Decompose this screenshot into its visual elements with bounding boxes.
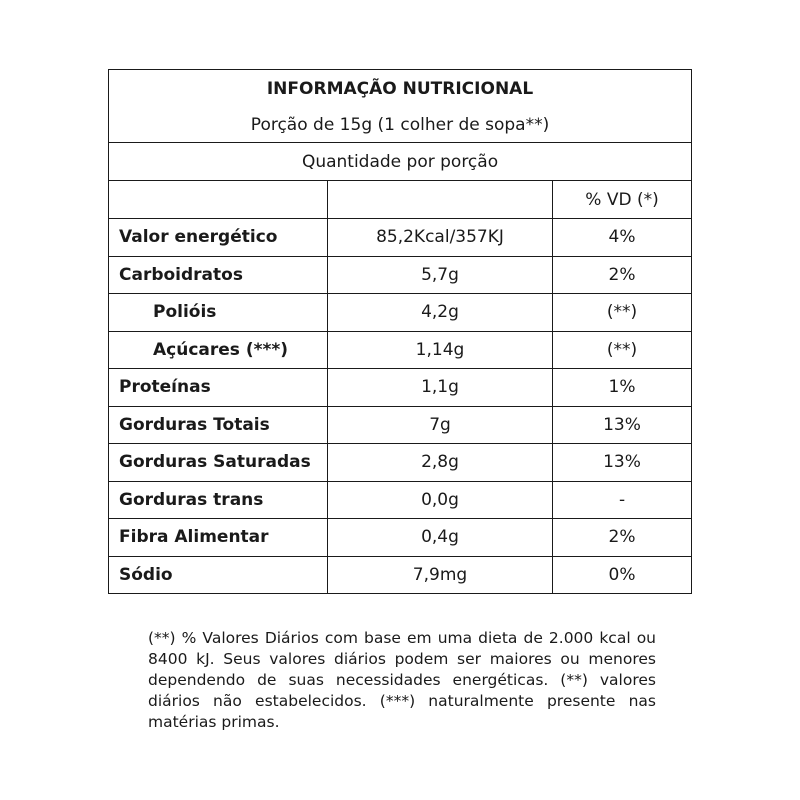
empty-header-cell — [109, 181, 328, 219]
nutrient-vd: 13% — [553, 406, 692, 444]
column-header-row — [109, 181, 692, 219]
nutrient-amount: 4,2g — [328, 294, 553, 332]
table-row — [109, 219, 692, 257]
nutrient-name: Polióis — [109, 294, 328, 332]
nutrient-name: Fibra Alimentar — [109, 519, 328, 557]
nutrient-vd: 2% — [553, 519, 692, 557]
table-row — [109, 519, 692, 557]
table-row — [109, 481, 692, 519]
nutrition-table — [108, 69, 692, 594]
table-row — [109, 556, 692, 594]
nutrient-vd: - — [553, 481, 692, 519]
nutrient-vd: 4% — [553, 219, 692, 257]
nutrient-vd: 2% — [553, 256, 692, 294]
nutrient-name: Gorduras trans — [109, 481, 328, 519]
nutrient-name: Açúcares (***) — [109, 331, 328, 369]
nutrient-amount: 0,0g — [328, 481, 553, 519]
nutrient-name: Gorduras Totais — [109, 406, 328, 444]
empty-header-cell — [328, 181, 553, 219]
nutrient-vd: 1% — [553, 369, 692, 407]
table-row — [109, 369, 692, 407]
nutrient-amount: 85,2Kcal/357KJ — [328, 219, 553, 257]
nutrient-amount: 1,1g — [328, 369, 553, 407]
nutrient-name: Valor energético — [109, 219, 328, 257]
nutrient-vd: (**) — [553, 331, 692, 369]
nutrient-name: Gorduras Saturadas — [109, 444, 328, 482]
table-row — [109, 256, 692, 294]
quantity-header: Quantidade por porção — [109, 143, 692, 181]
table-title-row — [109, 70, 692, 108]
table-row — [109, 406, 692, 444]
nutrient-name: Carboidratos — [109, 256, 328, 294]
nutrient-vd: 0% — [553, 556, 692, 594]
footnote: (**) % Valores Diários com base em uma dieta de 2.000 kcal ou 8400 kJ. Seus valores diários podem ser maiores ou menores dependendo de suas necessidades energéticas. (**) valores diários não estabelecidos. (***) naturalmente presente nas matérias primas. — [148, 629, 656, 731]
table-row — [109, 294, 692, 332]
table-row — [109, 444, 692, 482]
vd-header: % VD (*) — [553, 181, 692, 219]
nutrient-amount: 0,4g — [328, 519, 553, 557]
nutrient-amount: 7,9mg — [328, 556, 553, 594]
nutrient-amount: 1,14g — [328, 331, 553, 369]
portion-text: Porção de 15g (1 colher de sopa**) — [109, 107, 692, 143]
nutrient-amount: 7g — [328, 406, 553, 444]
nutrient-name: Sódio — [109, 556, 328, 594]
portion-row — [109, 107, 692, 143]
table-row — [109, 331, 692, 369]
nutrient-amount: 2,8g — [328, 444, 553, 482]
table-title: INFORMAÇÃO NUTRICIONAL — [109, 70, 692, 108]
nutrient-vd: (**) — [553, 294, 692, 332]
nutrient-amount: 5,7g — [328, 256, 553, 294]
nutrient-name: Proteínas — [109, 369, 328, 407]
nutrient-vd: 13% — [553, 444, 692, 482]
quantity-header-row — [109, 143, 692, 181]
